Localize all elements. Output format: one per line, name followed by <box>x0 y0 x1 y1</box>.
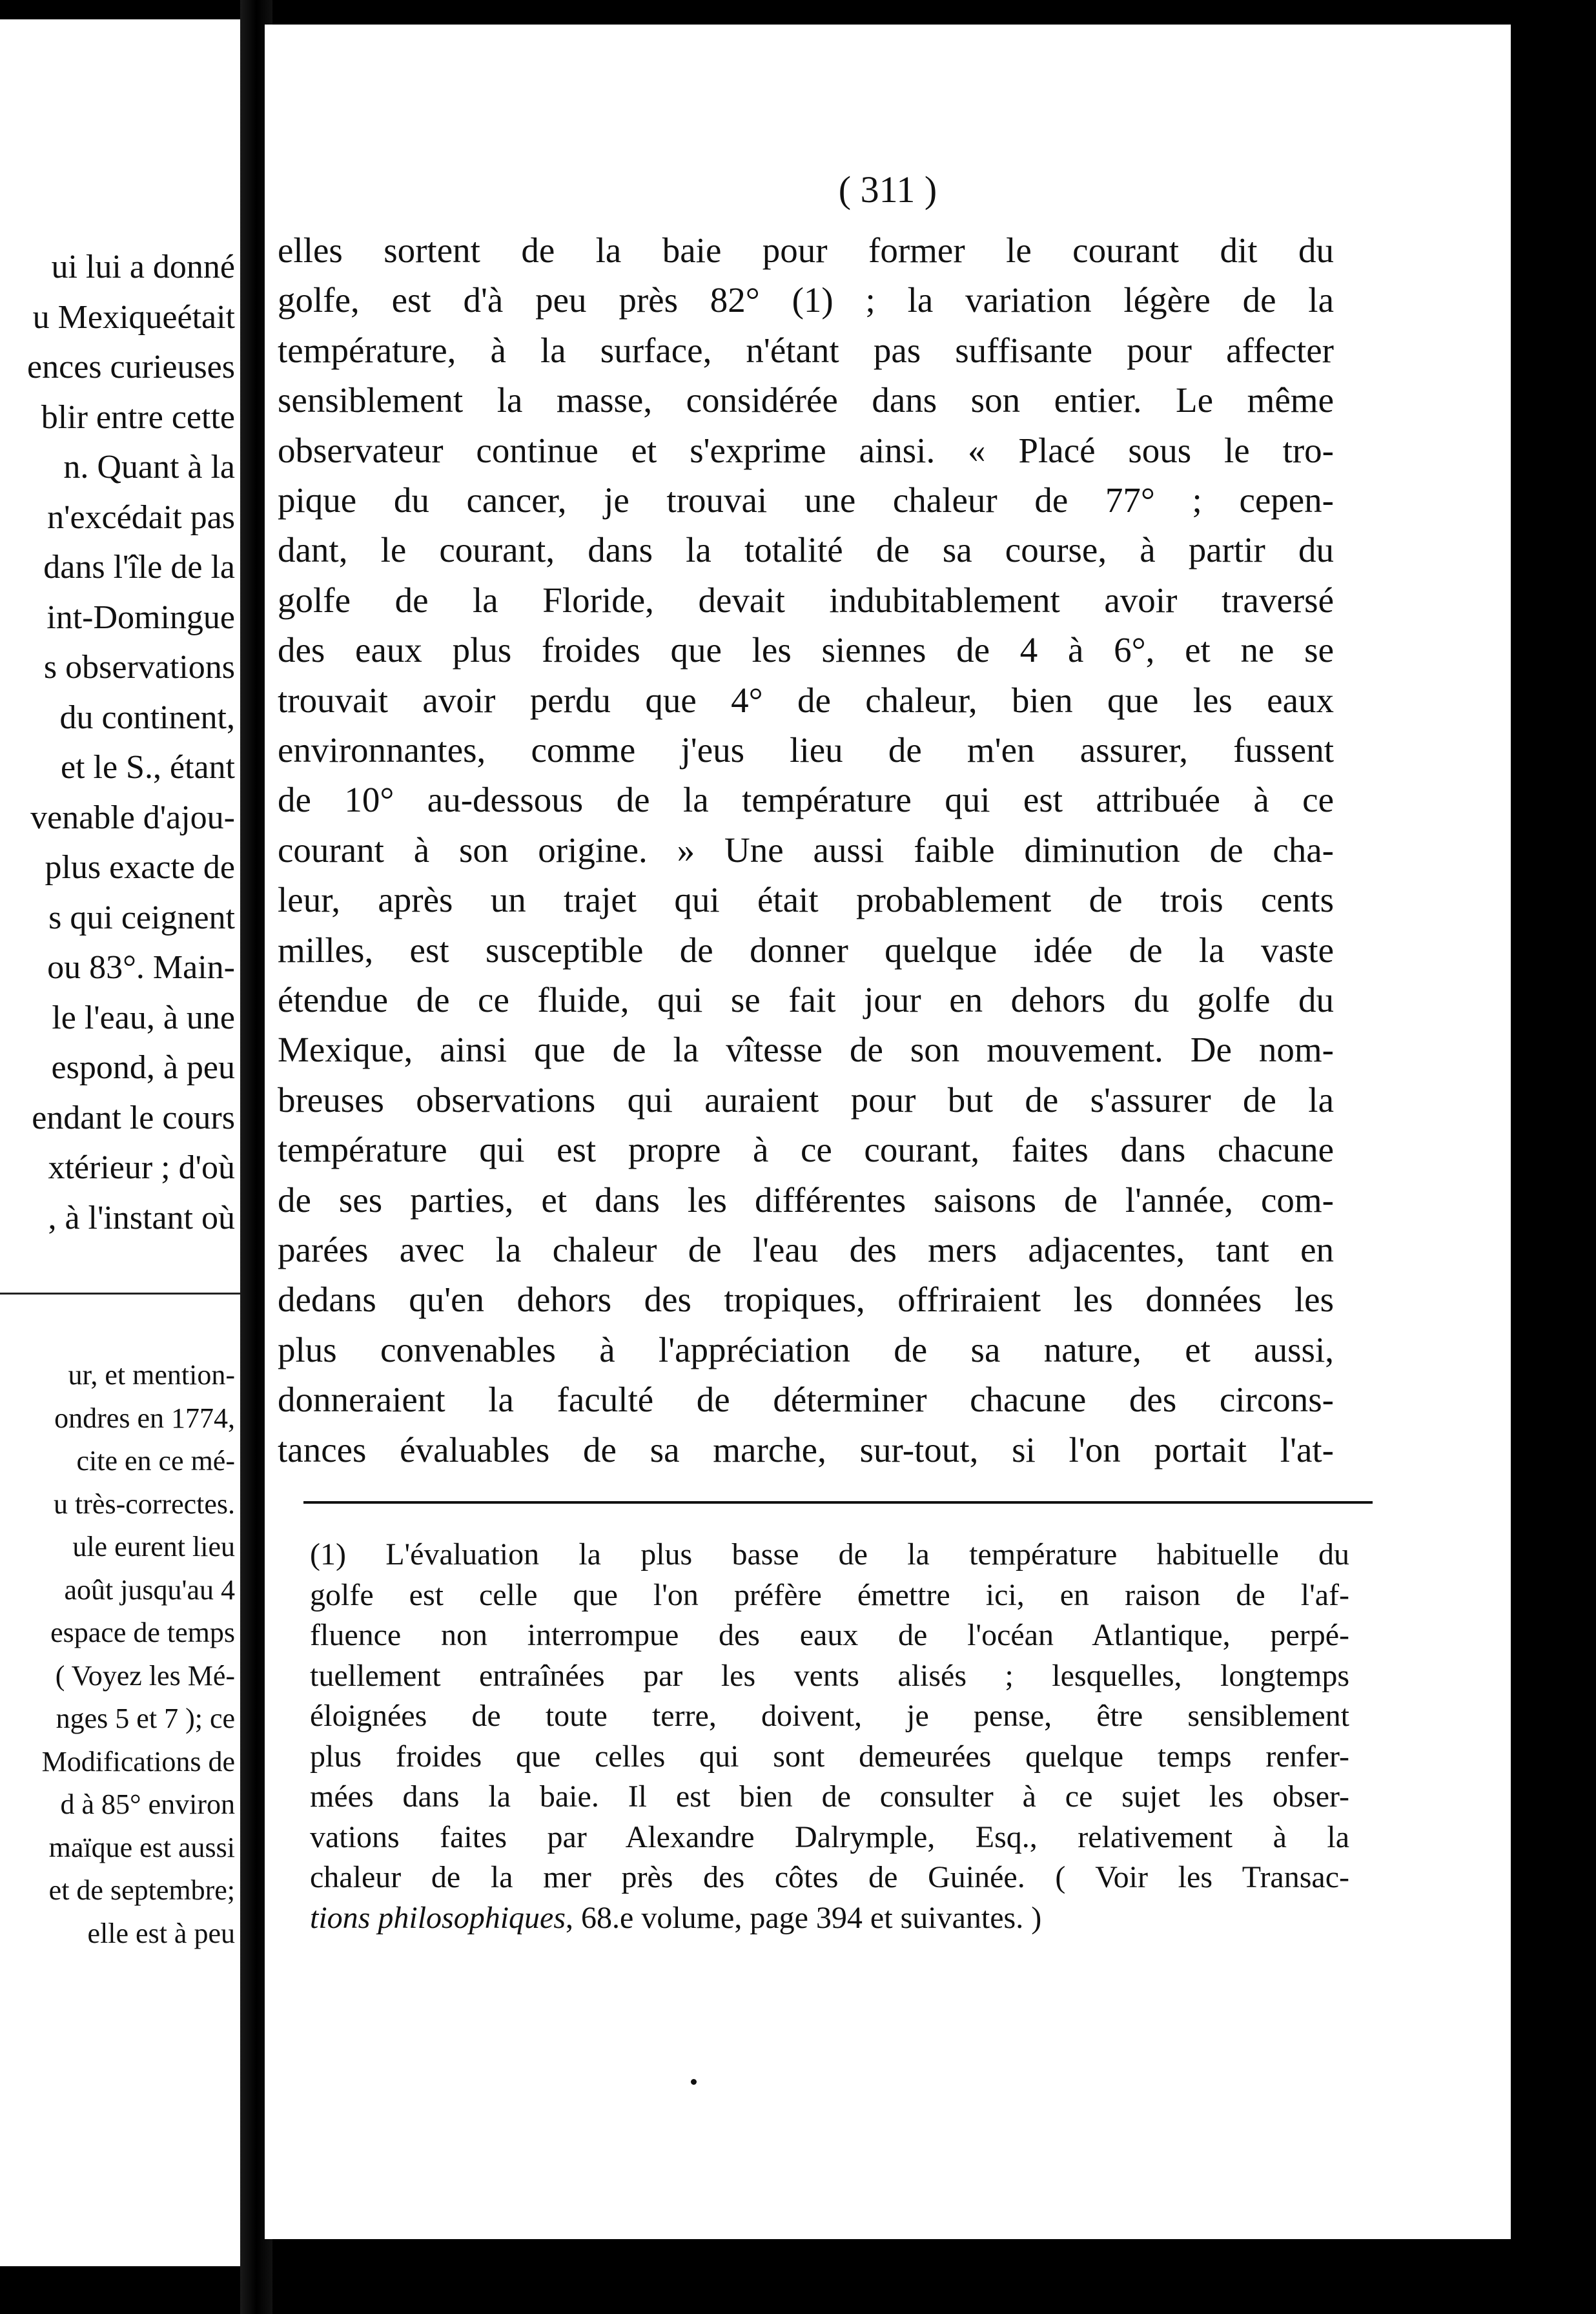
body-line: température, à la surface, n'étant pas suffisante pour affecter <box>278 330 1334 370</box>
footnote-line: mées dans la baie. Il est bien de consulter à ce sujet les obser- <box>310 1779 1349 1814</box>
left-page-footnote-line: d à 85° environ <box>60 1788 235 1820</box>
left-page-footnote-line: et de septembre; <box>48 1874 235 1906</box>
body-line: parées avec la chaleur de l'eau des mers adjacentes, tant en <box>278 1230 1334 1269</box>
body-line: elles sortent de la baie pour former le courant dit du <box>278 230 1334 270</box>
body-line: leur, après un trajet qui était probablement de trois cents <box>278 880 1334 920</box>
left-page-line: le l'eau, à une <box>52 999 235 1036</box>
left-page-line: venable d'ajou- <box>30 799 235 836</box>
right-page <box>265 25 1511 2239</box>
scan-edge <box>1511 0 1596 2314</box>
footnote-italic-title: tions philosophiques <box>310 1900 566 1935</box>
left-page-footnote-line: août jusqu'au 4 <box>64 1573 235 1606</box>
body-line: courant à son origine. » Une aussi faible diminution de cha- <box>278 830 1334 870</box>
body-line: pique du cancer, je trouvai une chaleur de 77° ; cepen- <box>278 480 1334 520</box>
footnote-line: tuellement entraînées par les vents alisés ; lesquelles, longtemps <box>310 1658 1349 1693</box>
left-page-footnote-rule <box>0 1293 240 1295</box>
body-line: breuses observations qui auraient pour but de s'assurer de la <box>278 1080 1334 1120</box>
left-page-line: dans l'île de la <box>43 549 235 586</box>
body-line: trouvait avoir perdu que 4° de chaleur, bien que les eaux <box>278 680 1334 720</box>
left-page-line: ences curieuses <box>27 349 235 385</box>
left-page-footnote-line: espace de temps <box>50 1617 235 1648</box>
body-line: plus convenables à l'appréciation de sa nature, et aussi, <box>278 1329 1334 1369</box>
footnote-line-rest: , 68.e volume, page 394 et suivantes. ) <box>566 1900 1042 1935</box>
body-line: environnantes, comme j'eus lieu de m'en assurer, fussent <box>278 730 1334 770</box>
page-number: ( 311 ) <box>838 169 937 210</box>
left-page-footnote-line: ur, et mention- <box>68 1359 235 1391</box>
footnote-line: (1) L'évaluation la plus basse de la température habituelle du <box>310 1537 1349 1572</box>
footnote-line: chaleur de la mer près des côtes de Guinée. ( Voir les Transac- <box>310 1860 1349 1894</box>
left-page-footnote-line: nges 5 et 7 ); ce <box>56 1703 235 1734</box>
body-line: observateur continue et s'exprime ainsi. « Placé sous le tro- <box>278 430 1334 470</box>
left-page-line: int-Domingue <box>46 599 235 636</box>
footnote-line: fluence non interrompue des eaux de l'océan Atlantique, perpé- <box>310 1618 1349 1652</box>
left-page-footnote-line: cite en ce mé- <box>76 1445 235 1477</box>
left-page-footnote-line: elle est à peu <box>87 1917 235 1949</box>
left-page-footnote-line: ( Voyez les Mé- <box>55 1659 235 1692</box>
ink-speck <box>691 2079 697 2085</box>
body-line: golfe, est d'à peu près 82° (1) ; la variation légère de la <box>278 280 1334 320</box>
body-line: golfe de la Floride, devait indubitablement avoir traversé <box>278 580 1334 620</box>
left-page-line: n'excédait pas <box>47 498 235 536</box>
body-line: de ses parties, et dans les différentes saisons de l'année, com- <box>278 1180 1334 1220</box>
body-line: de 10° au-dessous de la température qui est attribuée à ce <box>278 780 1334 820</box>
left-page-line: espond, à peu <box>51 1049 235 1086</box>
footnote-line <box>310 1900 1349 1935</box>
left-page-line: n. Quant à la <box>63 449 235 486</box>
left-page-line: ui lui a donné <box>51 249 235 285</box>
body-line: étendue de ce fluide, qui se fait jour en dehors du golfe du <box>278 980 1334 1019</box>
left-page-footnote-line: Modifications de <box>41 1745 235 1777</box>
left-page-line: plus exacte de <box>45 849 235 886</box>
left-page-line: et le S., étant <box>60 749 235 786</box>
left-page-line: u Mexiqueétait <box>32 298 235 336</box>
left-page-fragment <box>0 19 240 2266</box>
left-page-line: ou 83°. Main- <box>47 949 235 986</box>
left-page-line: endant le cours <box>32 1099 235 1136</box>
body-line: dedans qu'en dehors des tropiques, offriraient les données les <box>278 1280 1334 1320</box>
left-page-line: s qui ceignent <box>48 899 235 936</box>
left-page-line: blir entre cette <box>41 398 235 436</box>
body-line: tances évaluables de sa marche, sur-tout, si l'on portait l'at- <box>278 1429 1334 1469</box>
body-line: milles, est susceptible de donner quelque idée de la vaste <box>278 930 1334 970</box>
left-page-line: s observations <box>43 649 235 686</box>
body-line: température qui est propre à ce courant, faites dans chacune <box>278 1130 1334 1170</box>
footnote-line: vations faites par Alexandre Dalrymple, Esq., relativement à la <box>310 1819 1349 1854</box>
left-page-line: , à l'instant où <box>48 1199 235 1236</box>
footnote-rule <box>303 1501 1373 1504</box>
footnote-line: plus froides que celles qui sont demeurées quelque temps renfer- <box>310 1739 1349 1774</box>
left-page-footnote-line: maïque est aussi <box>48 1831 235 1863</box>
footnote-line: golfe est celle que l'on préfère émettre ici, en raison de l'af- <box>310 1577 1349 1612</box>
body-line: sensiblement la masse, considérée dans son entier. Le même <box>278 380 1334 420</box>
left-page-line: xtérieur ; d'où <box>48 1149 235 1186</box>
body-line: des eaux plus froides que les siennes de 4 à 6°, et ne se <box>278 630 1334 670</box>
left-page-footnote-line: ule eurent lieu <box>72 1531 235 1562</box>
body-line: Mexique, ainsi que de la vîtesse de son mouvement. De nom- <box>278 1030 1334 1070</box>
body-line: dant, le courant, dans la totalité de sa course, à partir du <box>278 530 1334 570</box>
footnote-line: éloignées de toute terre, doivent, je pense, être sensiblement <box>310 1699 1349 1733</box>
body-line: donneraient la faculté de déterminer chacune des circons- <box>278 1380 1334 1420</box>
left-page-line: du continent, <box>59 699 235 736</box>
left-page-footnote-line: u très-correctes. <box>54 1488 235 1520</box>
left-page-footnote-line: ondres en 1774, <box>54 1402 235 1434</box>
